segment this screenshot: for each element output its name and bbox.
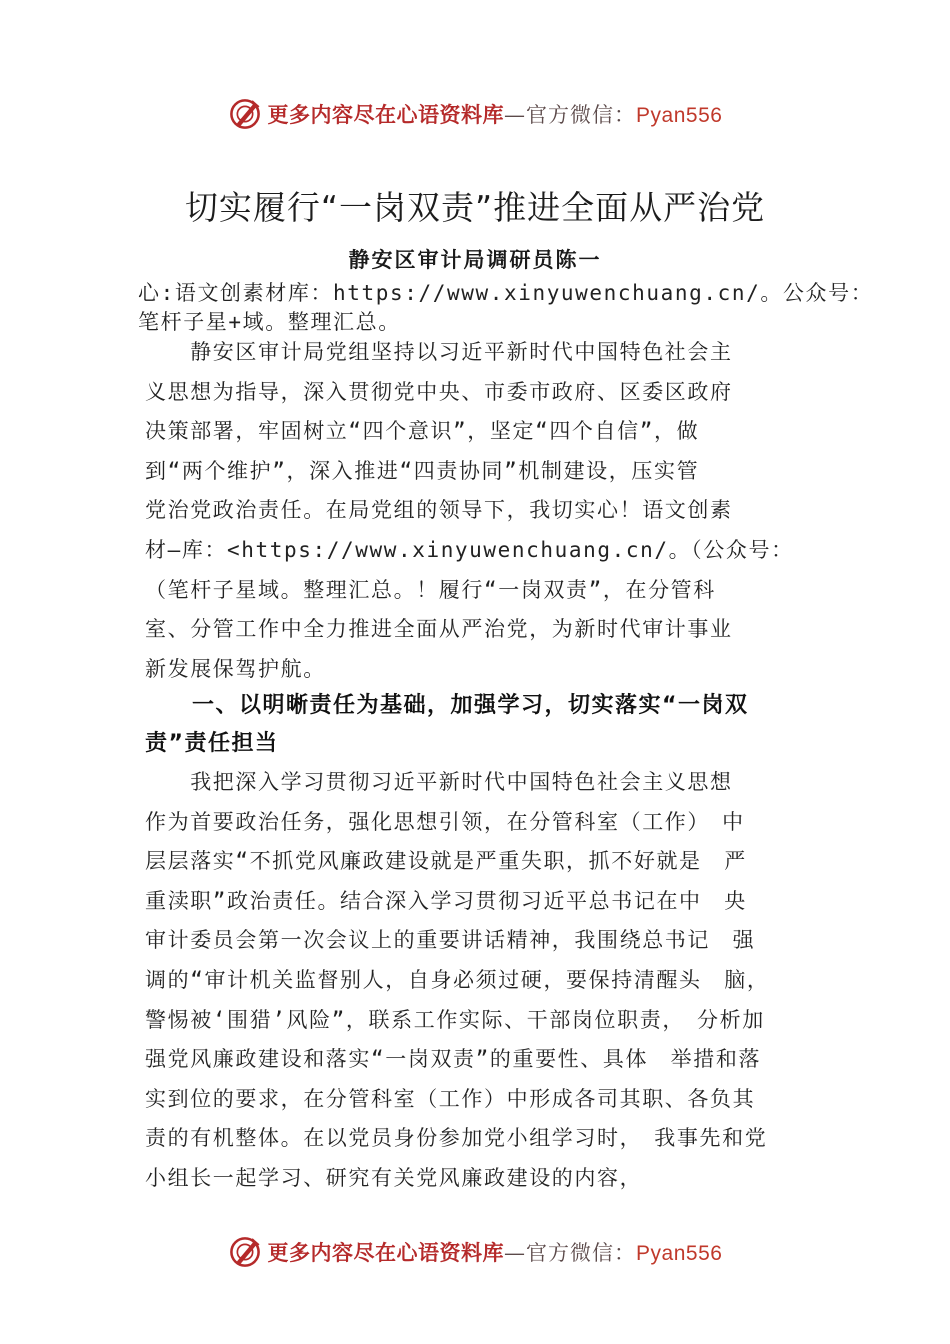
footer-watermark xyxy=(0,1232,950,1272)
intro-line: （笔杆子星域。整理汇总。！履行“一岗双责”，在分管科 xyxy=(145,577,716,602)
section-heading-line: 责”责任担当 xyxy=(145,731,279,756)
body-line: 作为首要政治任务，强化思想引领，在分管科室（工作） 中 xyxy=(145,809,745,834)
body-line: 重渎职”政治责任。结合深入学习贯彻习近平总书记在中 央 xyxy=(145,888,747,913)
body-line: 责的有机整体。在以党员身份参加党小组学习时， 我事先和党 xyxy=(145,1126,768,1151)
intro-line: 材—库：<https://www.xinyuwenchuang.cn/。（公众号： xyxy=(145,538,794,562)
body-line: 小组长一起学习、研究有关党风廉政建设的内容， xyxy=(145,1166,643,1190)
watermark-text: 更多内容尽在心语资料库—官方微信：Pyan556 xyxy=(267,102,723,127)
pen-logo-icon xyxy=(228,1235,262,1269)
body-line: 强党风廉政建设和落实“一岗双责”的重要性、具体 举措和落 xyxy=(145,1047,762,1072)
document-title: 切实履行“一岗双责”推进全面从严治党 xyxy=(184,188,766,227)
body-line: 我把深入学习贯彻习近平新时代中国特色社会主义思想 xyxy=(145,770,733,794)
intro-line: 党治党政治责任。在局党组的领导下，我切实心！语文创素 xyxy=(145,498,733,523)
intro-line: 到“两个维护”，深入推进“四责协同”机制建设，压实管 xyxy=(145,458,700,483)
intro-line: 新发展保驾护航。 xyxy=(145,656,326,681)
intro-line: 决策部署，牢固树立“四个意识”，坚定“四个自信”，做 xyxy=(145,419,700,444)
section-heading-line: 一、以明晰责任为基础，加强学习，切实落实“一岗双 xyxy=(145,693,749,718)
intro-line: 义思想为指导，深入贯彻党中央、市委市政府、区委区政府 xyxy=(145,379,733,404)
intro-line: 静安区审计局党组坚持以习近平新时代中国特色社会主 xyxy=(145,340,733,364)
notice-line: 笔杆子星+域。整理汇总。 xyxy=(138,310,401,334)
pen-logo-icon xyxy=(228,97,262,131)
intro-line: 室、分管工作中全力推进全面从严治党，为新时代审计事业 xyxy=(145,617,733,642)
body-line: 实到位的要求，在分管科室（工作）中形成各司其职、各负其 xyxy=(145,1086,756,1111)
notice-line: 心:语文创素材库：https://www.xinyuwenchuang.cn/。公众号： xyxy=(138,281,874,305)
body-line: 警惕被‘围猎’风险”，联系工作实际、干部岗位职责， 分析加 xyxy=(145,1007,765,1032)
watermark-text: 更多内容尽在心语资料库—官方微信：Pyan556 xyxy=(267,1240,723,1265)
body-line: 层层落实“不抓党风廉政建设就是严重失职，抓不好就是 严 xyxy=(145,849,747,874)
body-line: 审计委员会第一次会议上的重要讲话精神，我围绕总书记 强 xyxy=(145,928,756,953)
body-line: 调的“审计机关监督别人，自身必须过硬，要保持清醒头 脑， xyxy=(145,968,770,992)
header-watermark xyxy=(0,94,950,134)
author-line: 静安区审计局调研员陈一 xyxy=(348,248,602,272)
